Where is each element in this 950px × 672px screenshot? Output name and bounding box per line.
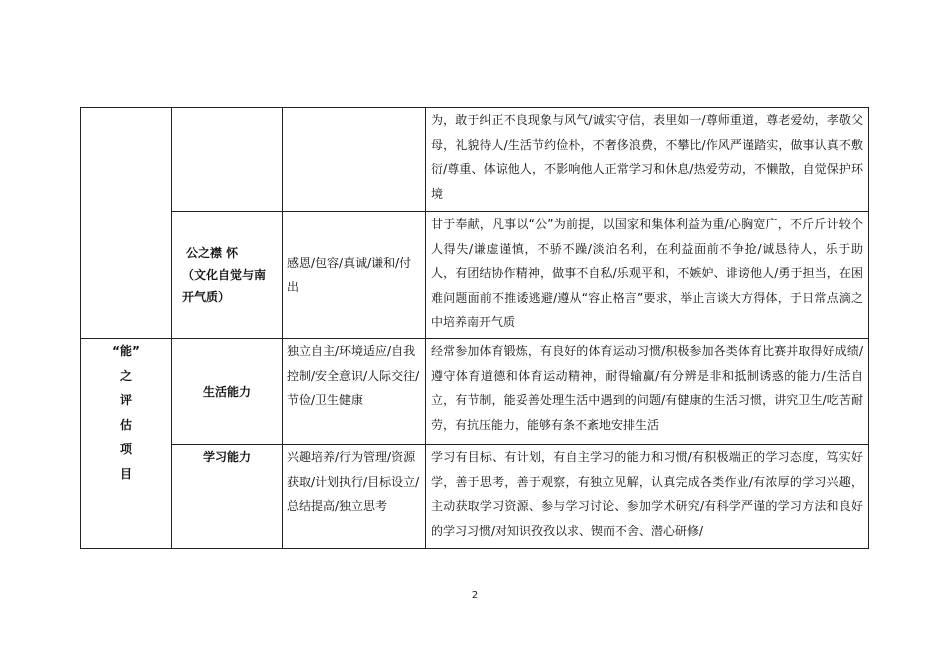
- table-row: [81, 445, 869, 549]
- description-cell: 为，敢于纠正不良现象与风气/诚实守信，表里如一/尊师重道，尊老爱幼，孝敬父母，礼貌待人/生活节约俭朴，不奢侈浪费，不攀比/作风严谨踏实，做事认真不敷衍/尊重、体谅他人，不影响他人正常学习和休息/热爱劳动，不懒散，自觉保护环境: [426, 108, 869, 212]
- category-char: 目: [119, 466, 132, 481]
- category-cell-empty: [81, 108, 172, 339]
- subcategory-cell: 学习能力: [172, 445, 283, 549]
- table-row: [81, 212, 869, 339]
- subcategory-line: 开气质）: [182, 290, 231, 304]
- category-char: 项: [119, 442, 132, 456]
- keywords-cell-empty: [283, 108, 426, 212]
- category-char: 估: [119, 417, 132, 432]
- description-cell: 甘于奉献，凡事以“公”为前提，以国家和集体利益为重/心胸宽广，不斤斤计较个人得失/谦虚谨慎，不骄不躁/淡泊名利，在利益面前不争抢/诚恳待人，乐于助人，有团结协作精神，做事不自私/乐观平和，不嫉妒、诽谤他人/勇于担当，在困难问题面前不推诿逃避/遵从“容止格言”要求，举止言谈大方得体，于日常点滴之中培养南开气质: [426, 212, 869, 339]
- category-char: 评: [119, 393, 132, 407]
- keywords-cell: 兴趣培养/行为管理/资源获取/计划执行/目标设立/总结提高/独立思考: [283, 445, 426, 549]
- page-number: 2: [471, 590, 479, 601]
- keywords-cell: 独立自主/环境适应/自我控制/安全意识/人际交往/节俭/卫生健康: [283, 339, 426, 445]
- category-char: 之: [119, 368, 132, 383]
- description-cell: 学习有目标、有计划，有自主学习的能力和习惯/有积极端正的学习态度，笃实好学，善于思考，善于观察，有独立见解，认真完成各类作业/有浓厚的学习兴趣，主动获取学习资源、参与学习讨论、参加学术研究/有科学严谨的学习方法和良好的学习习惯/对知识孜孜以求、锲而不舍、潜心研修/: [426, 445, 869, 549]
- subcategory-line: 公之襟 怀: [186, 246, 239, 260]
- category-cell: [81, 339, 172, 549]
- category-char: “能”: [112, 344, 140, 358]
- subcategory-cell: 生活能力: [172, 339, 283, 445]
- table-row: [81, 339, 869, 445]
- subcategory-cell: [172, 212, 283, 339]
- description-cell: 经常参加体育锻炼，有良好的体育运动习惯/积极参加各类体育比赛并取得好成绩/遵守体育道德和体育运动精神，耐得输赢/有分辨是非和抵制诱惑的能力/生活自立，有节制，能妥善处理生活中遇到的问题/有健康的生活习惯，讲究卫生/吃苦耐劳，有抗压能力，能够有条不紊地安排生活: [426, 339, 869, 445]
- subcategory-line: （文化自觉与南: [182, 268, 267, 282]
- keywords-cell: 感恩/包容/真诚/谦和/付出: [283, 212, 426, 339]
- evaluation-table: [80, 107, 869, 549]
- subcategory-cell-empty: [172, 108, 283, 212]
- table-row: [81, 108, 869, 212]
